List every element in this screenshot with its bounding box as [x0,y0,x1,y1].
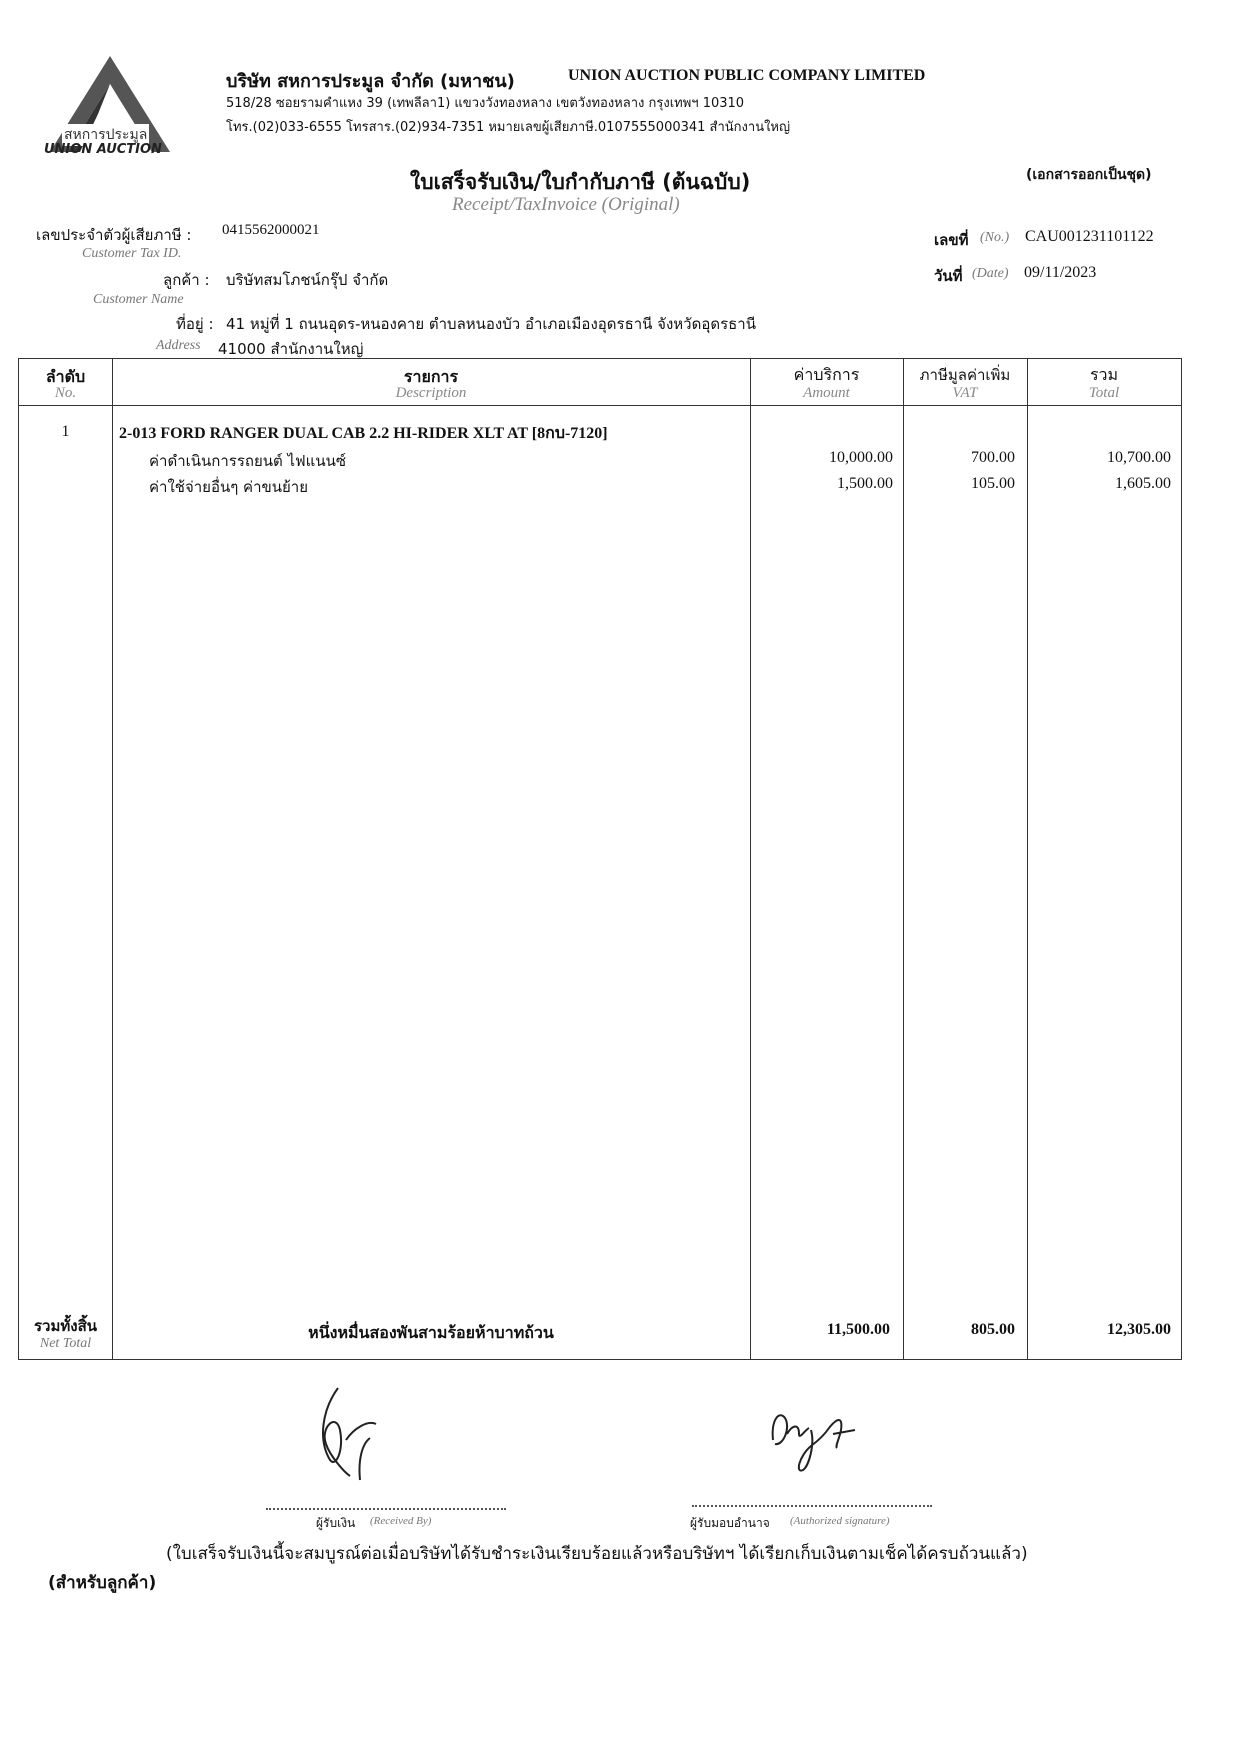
address-line-2: 41000 สำนักงานใหญ่ [218,340,364,358]
net-total-label-th: รวมทั้งสิ้น [34,1317,97,1335]
logo-text-en: UNION AUCTION [44,142,162,157]
line-total: 10,700.00 [1107,449,1171,466]
header-vat-th: ภาษีมูลค่าเพิ่ม [919,366,1011,384]
net-total: 12,305.00 [1107,1321,1171,1338]
date-value: 09/11/2023 [1024,264,1097,281]
col-divider [903,359,904,1359]
authorized-label: ผู้รับมอบอำนาจ [690,1516,770,1530]
document-title-en: Receipt/TaxInvoice (Original) [452,194,680,215]
customer-copy-label: (สำหรับลูกค้า) [48,1573,157,1593]
item-title: 2-013 FORD RANGER DUAL CAB 2.2 HI-RIDER XLT AT [8กบ-7120] [119,425,608,442]
header-desc-en: Description [395,385,467,401]
header-no-en: No. [54,385,77,401]
company-contact: โทร.(02)033-6555 โทรสาร.(02)934-7351 หมายเลขผู้เสียภาษี.0107555000341 สำนักงานใหญ่ [226,120,791,135]
company-logo [40,52,180,162]
received-by-label-en: (Received By) [370,1515,432,1527]
document-set-note: (เอกสารออกเป็นชุด) [1026,167,1152,183]
header-no-th: ลำดับ [45,367,86,386]
document-title-th: ใบเสร็จรับเงิน/ใบกำกับภาษี (ต้นฉบับ) [410,170,751,194]
header-desc-th: รายการ [403,367,459,386]
authorized-label-en: (Authorized signature) [790,1515,890,1527]
company-address: 518/28 ซอยรามคำแหง 39 (เทพลีลา1) แขวงวังทองหลาง เขตวังทองหลาง กรุงเทพฯ 10310 [226,96,745,111]
received-by-line [266,1508,506,1510]
address-label: ที่อยู่ : [176,315,214,333]
net-total-words: หนึ่งหมื่นสองพันสามร้อยห้าบาทถ้วน [308,1323,554,1342]
col-divider [1027,359,1028,1359]
items-table [18,358,1182,1360]
header-total-th: รวม [1089,365,1119,384]
header-amount-en: Amount [803,385,850,401]
line-amount: 1,500.00 [837,475,893,492]
logo-text-th: สหการประมูล [62,124,149,146]
date-label-en: (Date) [972,266,1009,281]
tax-id-label: เลขประจำตัวผู้เสียภาษี : [36,226,192,244]
header-divider [19,405,1181,406]
line-vat: 700.00 [971,449,1015,466]
doc-no-label-en: (No.) [980,230,1010,245]
company-name-en: UNION AUCTION PUBLIC COMPANY LIMITED [568,67,926,84]
receipt-footnote: (ใบเสร็จรับเงินนี้จะสมบูรณ์ต่อเมื่อบริษัทได้รับชำระเงินเรียบร้อยแล้วหรือบริษัทฯ ได้เรียกเก็บเงินตามเช็คได้ครบถ้วนแล้ว) [166,1544,1028,1564]
authorized-line [692,1505,932,1507]
line-vat: 105.00 [971,475,1015,492]
customer-name-label: ลูกค้า : [163,271,210,289]
authorized-signature [765,1400,875,1480]
line-amount: 10,000.00 [829,449,893,466]
tax-id-label-en: Customer Tax ID. [82,246,182,261]
header-total-en: Total [1088,385,1120,401]
address-label-en: Address [156,338,201,353]
company-name-th: บริษัท สหการประมูล จำกัด (มหาชน) [226,71,515,92]
line-desc: ค่าใช้จ่ายอื่นๆ ค่าขนย้าย [149,478,309,496]
net-total-label-en: Net Total [39,1336,92,1351]
doc-no-value: CAU001231101122 [1025,228,1154,245]
header-amount-th: ค่าบริการ [793,365,860,384]
customer-name-label-en: Customer Name [93,292,184,307]
net-vat: 805.00 [971,1321,1015,1338]
received-by-signature [300,1380,410,1490]
doc-no-label: เลขที่ [934,231,969,249]
header-vat-en: VAT [952,385,978,401]
line-desc: ค่าดำเนินการรถยนต์ ไฟแนนซ์ [149,452,347,470]
item-no: 1 [61,423,70,440]
net-amount: 11,500.00 [826,1321,890,1338]
customer-name-value: บริษัทสมโภชน์กรุ๊ป จำกัด [226,271,389,289]
date-label: วันที่ [934,267,963,285]
line-total: 1,605.00 [1115,475,1171,492]
col-divider [112,359,113,1359]
received-by-label: ผู้รับเงิน [316,1516,356,1530]
tax-id-value: 0415562000021 [222,222,320,238]
address-line-1: 41 หมู่ที่ 1 ถนนอุดร-หนองคาย ตำบลหนองบัว อำเภอเมืองอุดรธานี จังหวัดอุดรธานี [226,315,756,333]
col-divider [750,359,751,1359]
